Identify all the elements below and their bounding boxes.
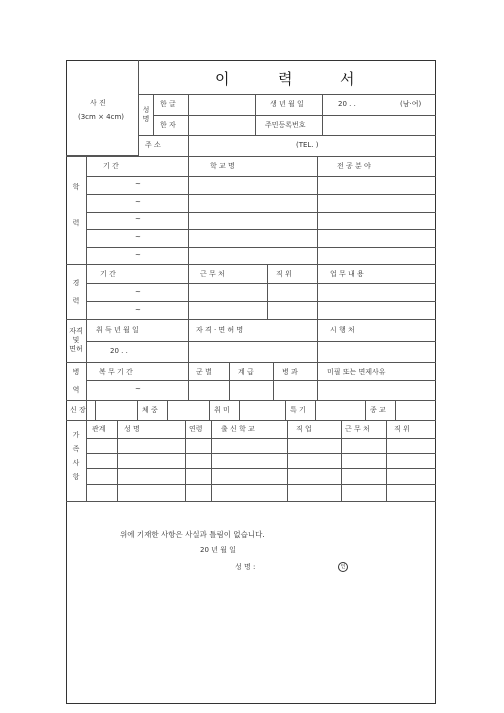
career-col-position: 직 위: [276, 270, 292, 278]
license-col-date: 취 득 년 월 일: [96, 326, 139, 334]
seal-mark: 인: [338, 562, 348, 572]
grid-line: [86, 194, 436, 195]
grid-line: [185, 420, 186, 501]
career-row-1: ~: [135, 288, 141, 296]
military-col-rank: 계 급: [238, 368, 254, 376]
military-col-specialty: 병 과: [282, 368, 298, 376]
grid-line: [66, 319, 436, 320]
family-section-label: 가 족 사 항: [72, 431, 80, 481]
grid-line: [86, 212, 436, 213]
grid-line: [86, 283, 436, 284]
education-col-period: 기 간: [103, 162, 119, 170]
grid-line: [86, 301, 436, 302]
education-row-5: ~: [135, 251, 141, 259]
grid-line: [66, 264, 436, 265]
grid-line: [209, 400, 210, 420]
grid-line: [341, 420, 342, 501]
grid-line: [287, 420, 288, 501]
address-label: 주 소: [145, 141, 161, 149]
education-row-3: ~: [135, 215, 141, 223]
grid-line: [188, 94, 189, 156]
grid-line: [86, 420, 87, 501]
title-char-2: 력: [278, 70, 293, 88]
military-col-branch: 군 별: [196, 368, 212, 376]
grid-line: [153, 94, 154, 135]
grid-line: [395, 400, 396, 420]
grid-line: [66, 400, 436, 401]
family-col-name: 성 명: [124, 425, 140, 433]
grid-line: [86, 229, 436, 230]
license-row-1: 20 . .: [110, 347, 128, 355]
family-col-workplace: 근 무 처: [345, 425, 370, 433]
weight-label: 체 중: [142, 406, 158, 414]
career-section-label: 경 력: [72, 279, 80, 305]
birth-label: 생 년 월 일: [270, 100, 304, 108]
grid-line: [86, 484, 436, 485]
grid-line: [66, 362, 436, 363]
grid-line: [86, 438, 436, 439]
height-label: 신 장: [70, 406, 86, 414]
photo-label: 사 진: [90, 99, 106, 107]
title-char-1: 이: [215, 70, 230, 88]
photo-right-line: [138, 60, 139, 156]
hanja-label: 한 자: [160, 121, 176, 129]
grid-line: [239, 400, 240, 420]
grid-line: [137, 400, 138, 420]
license-section-label: 자격 및 면허: [69, 327, 83, 353]
education-row-1: ~: [135, 180, 141, 188]
birth-value: 20 . .: [338, 100, 356, 108]
hangul-label: 한 글: [160, 100, 176, 108]
military-section-label: 병 역: [72, 368, 80, 394]
grid-line: [229, 362, 230, 400]
resident-no-label: 주민등록번호: [265, 121, 306, 129]
grid-line: [273, 362, 274, 400]
career-col-period: 기 간: [100, 270, 116, 278]
grid-line: [365, 400, 366, 420]
family-col-age: 연령: [189, 425, 203, 433]
grid-line: [86, 341, 436, 342]
hobby-label: 취 미: [214, 406, 230, 414]
grid-line: [255, 94, 256, 135]
grid-line: [138, 135, 436, 136]
grid-line: [86, 176, 436, 177]
grid-line: [315, 400, 316, 420]
grid-line: [188, 319, 189, 362]
grid-line: [117, 420, 118, 501]
grid-line: [86, 468, 436, 469]
title-char-3: 서: [340, 70, 355, 88]
grid-line: [285, 400, 286, 420]
photo-size: (3cm × 4cm): [78, 113, 125, 121]
family-col-position: 직 위: [394, 425, 410, 433]
grid-line: [86, 156, 87, 428]
license-col-name: 자 격 · 면 허 명: [196, 326, 244, 334]
grid-line: [66, 501, 436, 502]
grid-line: [317, 362, 318, 400]
grid-line: [317, 319, 318, 362]
grid-line: [138, 94, 436, 95]
grid-line: [66, 156, 436, 157]
family-col-relation: 관계: [92, 425, 106, 433]
tel-label: (TEL. ): [296, 141, 319, 149]
grid-line: [95, 400, 96, 420]
career-col-workplace: 근 무 처: [200, 270, 225, 278]
grid-line: [86, 453, 436, 454]
grid-line: [211, 420, 212, 501]
grid-line: [188, 362, 189, 400]
education-row-2: ~: [135, 198, 141, 206]
family-col-school: 출 신 학 교: [221, 425, 255, 433]
grid-line: [188, 156, 189, 264]
special-skill-label: 특 기: [290, 406, 306, 414]
signature-label: 성 명 :: [235, 563, 256, 571]
family-col-job: 직 업: [296, 425, 312, 433]
grid-line: [153, 115, 436, 116]
grid-line: [386, 420, 387, 501]
grid-line: [317, 156, 318, 264]
name-group-label: 성명: [142, 106, 150, 123]
footer-date: 20 년 월 일: [200, 546, 236, 554]
grid-line: [167, 400, 168, 420]
military-row-1: ~: [135, 385, 141, 393]
education-col-school: 학 교 명: [210, 162, 235, 170]
license-col-issuer: 시 행 처: [330, 326, 355, 334]
grid-line: [188, 264, 189, 319]
religion-label: 종 교: [370, 406, 386, 414]
education-section-label: 학 력: [72, 183, 80, 227]
footer-statement: 위에 기재한 사항은 사실과 틀림이 없습니다.: [120, 530, 265, 539]
grid-line: [66, 420, 436, 421]
grid-line: [322, 94, 323, 135]
grid-line: [267, 264, 268, 319]
military-col-exemption: 미필 또는 면제사유: [327, 368, 386, 376]
education-row-4: ~: [135, 233, 141, 241]
grid-line: [317, 264, 318, 319]
gender-label: (남·여): [400, 100, 422, 108]
grid-line: [86, 247, 436, 248]
career-row-2: ~: [135, 306, 141, 314]
education-col-major: 전 공 분 야: [337, 162, 371, 170]
career-col-duties: 업 무 내 용: [330, 270, 364, 278]
military-col-period: 복 무 기 간: [99, 368, 133, 376]
grid-line: [86, 380, 436, 381]
